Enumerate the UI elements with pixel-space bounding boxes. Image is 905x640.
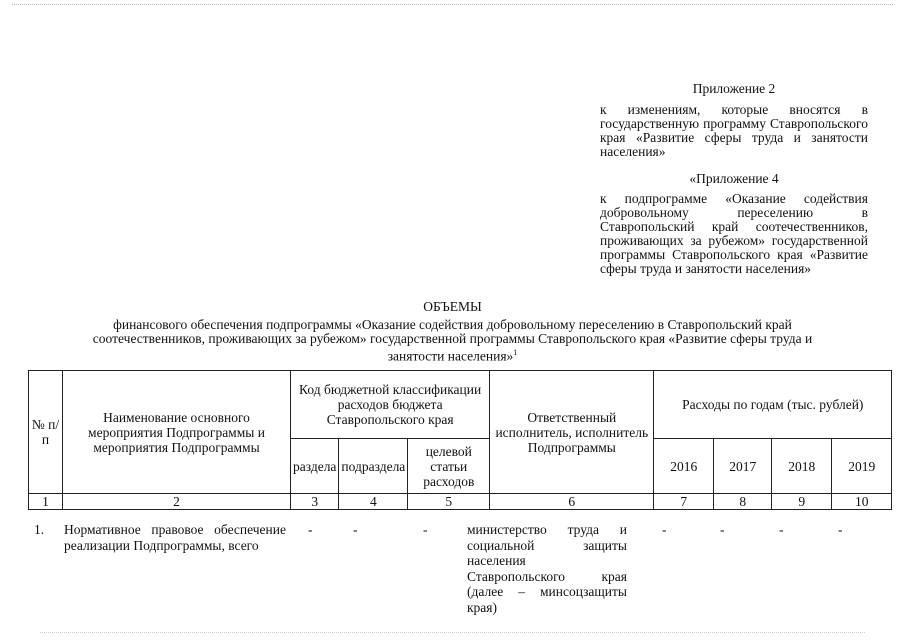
column-number: 8 [714,494,772,510]
document-subheading-line-3: занятости населения»$^1$ [387,348,518,364]
header-section: раздела [291,439,339,494]
header-num: № п/п [29,371,63,494]
column-numbers-row [29,494,892,510]
column-number: 4 [339,494,408,510]
column-number: 3 [291,494,339,510]
header-target: целевой статьи расходов [408,439,490,494]
document-heading: ОБЪЕМЫ [423,299,482,314]
row-1-section: - [308,522,313,537]
appendix-sub-note: к подпрограмме «Оказание содействия добровольному переселению в Ставропольский край соотечественников, проживающих за рубежом» государственной программы Ставропольского края «Развитие сферы труда и занятости населения» [600,191,868,276]
header-year-2018: 2018 [772,439,832,494]
appendix-note: к изменениям, которые вносятся в государственную программу Ставропольского края «Развитие сферы труда и занятости населения» [600,102,868,159]
header-year-2017: 2017 [714,439,772,494]
row-1-value-2018: - [779,522,784,537]
header-year-2019: 2019 [832,439,892,494]
column-number: 1 [29,494,63,510]
row-1-value-2017: - [720,522,725,537]
row-1-target: - [423,522,428,537]
column-number: 10 [832,494,892,510]
row-1-value-2016: - [662,522,667,537]
column-number: 2 [63,494,291,510]
row-1-subsection: - [353,522,358,537]
header-responsible: Ответственный исполнитель, исполнитель Подпрограммы [490,371,654,494]
column-number: 9 [772,494,832,510]
row-1-num: 1. [34,522,45,537]
scan-border-bottom [40,632,865,633]
row-1-responsible: министерство труда и социальной защиты населения Ставропольского края (далее – минсоцзащиты края) [467,522,627,615]
footnote-mark: 1 [513,348,518,357]
header-subsection: подраздела [339,439,408,494]
appendix-title: Приложение 2 [692,81,776,96]
header-year-2016: 2016 [654,439,714,494]
appendix-sub-title: «Приложение 4 [689,171,779,186]
column-number: 7 [654,494,714,510]
header-expenses: Расходы по годам (тыс. рублей) [654,371,892,439]
column-number: 5 [408,494,490,510]
header-name: Наименование основного мероприятия Подпрограммы и мероприятия Подпрограммы [63,371,291,494]
row-1-name: Нормативное правовое обеспечение реализации Подпрограммы, всего [64,522,286,553]
document-subheading-line-1: финансового обеспечения подпрограммы «Оказание содействия добровольному переселению в Ставропольский край [113,317,792,332]
expenses-table [28,370,892,510]
document-subheading-line-2: соотечественников, проживающих за рубежом» государственной программы Ставропольского края «Развитие сферы труда и [92,331,813,346]
row-1-value-2019: - [838,522,843,537]
header-code: Код бюджетной классификации расходов бюджета Ставропольского края [291,371,490,439]
column-number: 6 [490,494,654,510]
scan-border-top [12,4,893,5]
